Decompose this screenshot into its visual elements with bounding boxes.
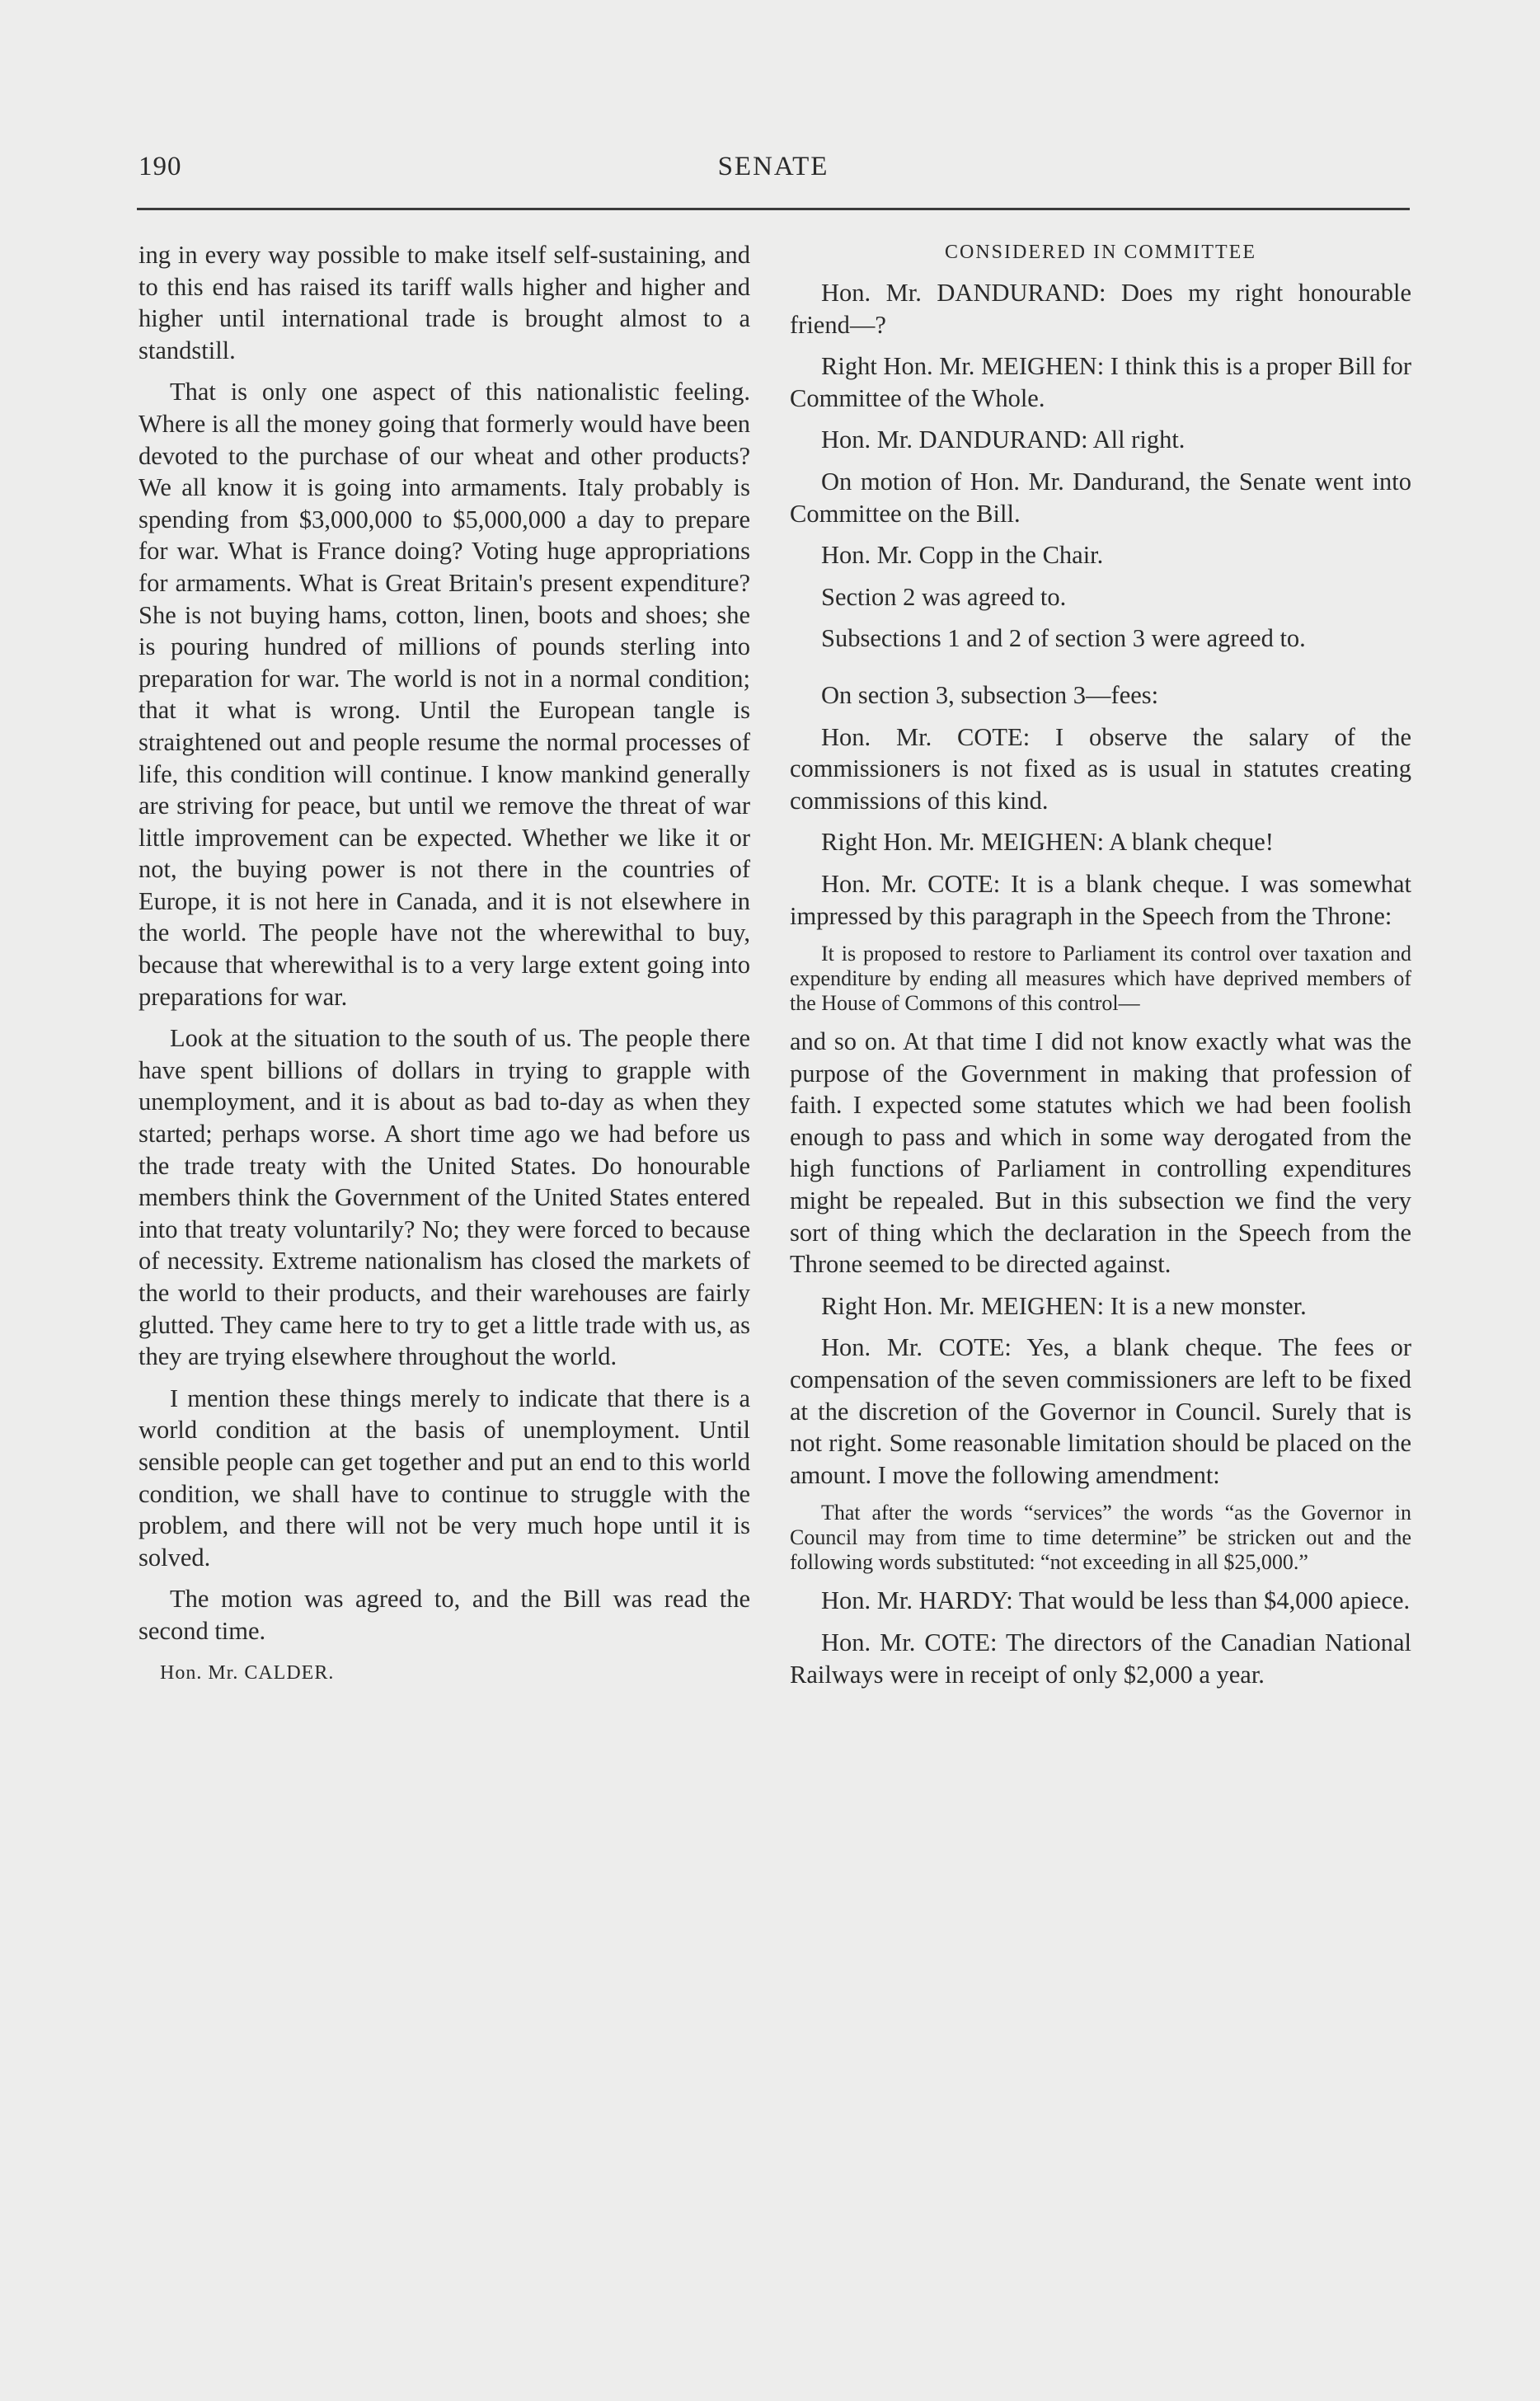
- page-header: [139, 152, 1408, 193]
- block-quote: That after the words “services” the words “as the Governor in Council may from time to time determine” be stricken out and the following words substituted: “not exceeding in all $25,000.”: [790, 1501, 1411, 1575]
- paragraph: Look at the situation to the south of us. The people there have spent billions of dollars in trying to grapple with unemployment, and it is about as bad to-day as when they started; perhaps worse. A short time ago we had before us the trade treaty with the United States. Do honourable members think the Government of the United States entered into that treaty voluntarily? No; they were forced to because of necessity. Extreme nationalism has closed the markets of the world to their products, and their warehouses are fairly glutted. They came here to try to get a little trade with us, as they are trying elsewhere throughout the world.: [139, 1024, 750, 1371]
- paragraph: I mention these things merely to indicate that there is a world condition at the basis of unemployment. Until sensible people can get together and put an end to this world condition, we shall have to continue to struggle with the problem, and there will not be very much hope until it is solved.: [139, 1384, 750, 1572]
- paragraph: Right Hon. Mr. MEIGHEN: It is a new monster.: [821, 1291, 1307, 1320]
- running-head: SENATE: [717, 152, 829, 181]
- paragraph: That is only one aspect of this nationalistic feeling. Where is all the money going that formerly would have been devoted to the purchase of our wheat and other products? We all know it is going into armaments. Italy probably is spending from $3,000,000 to $5,000,000 a day to prepare for war. What is France doing? Voting huge appropriations for armaments. What is Great Britain's present expenditure? She is not buying hams, cotton, linen, boots and shoes; she is pouring hundred of millions of pounds sterling into preparation for war. The world is not in a normal condition; that it what is wrong. Until the European tangle is straightened out and people resume the normal processes of life, this condition will continue. I know mankind generally are striving for peace, but until we remove the threat of war little improvement can be expected. Whether we like it or not, the buying power is not there in the countries of Europe, it is not here in Canada, and it is not elsewhere in the world. The people have not the wherewithal to buy, because that wherewithal is to a very large extent going into preparations for war.: [139, 378, 750, 1011]
- paragraph: On motion of Hon. Mr. Dandurand, the Senate went into Committee on the Bill.: [790, 467, 1411, 528]
- paragraph: Hon. Mr. Copp in the Chair.: [821, 541, 1104, 570]
- paragraph: ing in every way possible to make itself self-sustaining, and to this end has raised its tariff walls higher and higher and higher until international trade is brought almost to a standstill.: [139, 241, 750, 364]
- paragraph: Hon. Mr. DANDURAND: Does my right honourable friend—?: [790, 279, 1411, 339]
- paragraph: Hon. Mr. COTE: It is a blank cheque. I was somewhat impressed by this paragraph in the Speech from the Throne:: [790, 869, 1411, 930]
- paragraph: Hon. Mr. COTE: Yes, a blank cheque. The fees or compensation of the seven commissioners are left to be fixed at the discretion of the Governor in Council. Surely that is not right. Some reasonable limitation should be placed on the amount. I move the following amendment:: [790, 1333, 1411, 1489]
- paragraph: Hon. Mr. COTE: The directors of the Canadian National Railways were in receipt of only $2,000 a year.: [790, 1628, 1411, 1689]
- section-heading: CONSIDERED IN COMMITTEE: [945, 242, 1256, 263]
- spacer: [790, 665, 1411, 679]
- paragraph: Right Hon. Mr. MEIGHEN: I think this is a proper Bill for Committee of the Whole.: [790, 352, 1411, 412]
- page-number: 190: [139, 152, 182, 181]
- paragraph: Hon. Mr. HARDY: That would be less than $4,000 apiece.: [821, 1586, 1411, 1615]
- paragraph: Subsections 1 and 2 of section 3 were agreed to.: [821, 624, 1306, 653]
- left-column: [139, 239, 750, 1689]
- paragraph: On section 3, subsection 3—fees:: [821, 680, 1159, 709]
- paragraph: Hon. Mr. COTE: I observe the salary of the commissioners is not fixed as is usual in statutes creating commissions of this kind.: [790, 722, 1411, 815]
- paragraph: Hon. Mr. DANDURAND: All right.: [821, 425, 1186, 454]
- header-rule: [137, 208, 1410, 210]
- paragraph: The motion was agreed to, and the Bill was read the second time.: [139, 1585, 750, 1645]
- right-column: [790, 239, 1411, 1700]
- speaker-signature: Hon. Mr. CALDER.: [160, 1661, 335, 1684]
- block-quote: It is proposed to restore to Parliament its control over taxation and expenditure by ending all measures which have deprived members of the House of Commons of this control—: [790, 942, 1411, 1016]
- paragraph: Right Hon. Mr. MEIGHEN: A blank cheque!: [821, 828, 1274, 857]
- paragraph: Section 2 was agreed to.: [821, 582, 1067, 611]
- paragraph: and so on. At that time I did not know exactly what was the purpose of the Government in making that profession of faith. I expected some statutes which we had been foolish enough to pass and which in some way derogated from the high functions of Parliament in controlling expenditures might be repealed. But in this subsection we find the very sort of thing which the declaration in the Speech from the Throne seemed to be directed against.: [790, 1027, 1411, 1279]
